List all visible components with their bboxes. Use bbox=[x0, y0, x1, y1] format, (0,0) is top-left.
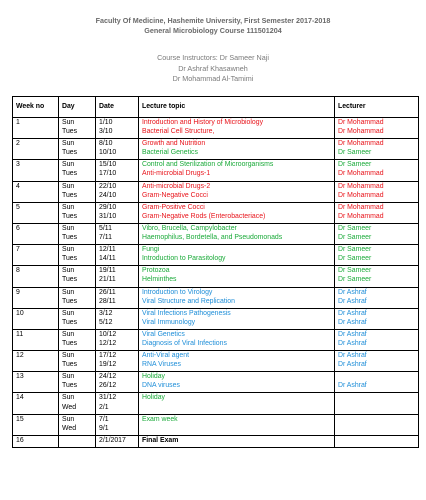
lecture-topic: Introduction to Virology bbox=[142, 288, 213, 296]
day-value: Sun bbox=[62, 119, 75, 126]
day-cell bbox=[59, 202, 96, 223]
topic-cell bbox=[139, 266, 335, 287]
course-instructors bbox=[0, 53, 426, 85]
week-cell bbox=[13, 393, 59, 414]
week-cell bbox=[13, 202, 59, 223]
lecturer-name: Dr Ashraf bbox=[338, 330, 367, 338]
lecturer-name: Dr Sameer bbox=[338, 246, 372, 254]
day-value: Sun bbox=[62, 330, 75, 338]
week-number: 12 bbox=[16, 352, 24, 360]
date-cell bbox=[96, 118, 139, 139]
date-cell bbox=[96, 245, 139, 266]
week-number: 4 bbox=[16, 182, 20, 190]
topic-cell bbox=[139, 139, 335, 160]
instructors-line-1: Course Instructors: Dr Sameer Naji bbox=[157, 53, 269, 62]
day-cell bbox=[59, 372, 96, 393]
week-cell bbox=[13, 372, 59, 393]
date-cell bbox=[96, 287, 139, 308]
day-value: Tues bbox=[62, 170, 78, 178]
week-number: 2 bbox=[16, 140, 20, 148]
lecture-topic: Gram-Negative Cocci bbox=[142, 191, 208, 199]
lecturer-cell bbox=[335, 139, 419, 160]
lecturer-cell bbox=[335, 118, 419, 139]
instructors-line-2: Dr Ashraf Khasawneh bbox=[178, 63, 248, 73]
header-line-2: General Microbiology Course 111501204 bbox=[144, 26, 282, 35]
lecturer-name bbox=[338, 403, 415, 412]
lecturer-name: Dr Sameer bbox=[338, 149, 372, 157]
lecture-topic: Growth and Nutrition bbox=[142, 140, 206, 148]
date-value: 15/10 bbox=[99, 161, 117, 169]
lecturer-name: Dr Ashraf bbox=[338, 297, 367, 305]
topic-cell bbox=[139, 329, 335, 350]
date-value: 3/10 bbox=[99, 128, 113, 136]
topic-cell bbox=[139, 435, 335, 447]
week-number: 1 bbox=[16, 119, 20, 126]
date-value: 22/10 bbox=[99, 182, 117, 190]
lecturer-cell bbox=[335, 181, 419, 202]
lecturer-name: Dr Sameer bbox=[338, 276, 372, 284]
lecturer-name: Dr Mohammad bbox=[338, 182, 384, 190]
date-value: 10/10 bbox=[99, 149, 117, 157]
lecture-topic: Holiday bbox=[142, 373, 165, 381]
week-cell bbox=[13, 245, 59, 266]
header-lecturer: Lecturer bbox=[335, 97, 419, 118]
topic-cell bbox=[139, 118, 335, 139]
lecture-topic: RNA Viruses bbox=[142, 361, 181, 369]
lecture-topic: Holiday bbox=[142, 394, 165, 402]
day-cell bbox=[59, 245, 96, 266]
day-value: Tues bbox=[62, 382, 78, 390]
day-cell bbox=[59, 351, 96, 372]
lecture-topic: Gram-Positive Cocci bbox=[142, 203, 205, 211]
lecturer-name: Dr Sameer bbox=[338, 267, 372, 275]
header-day: Day bbox=[59, 97, 96, 118]
topic-cell bbox=[139, 181, 335, 202]
day-cell bbox=[59, 223, 96, 244]
table-row bbox=[13, 435, 419, 447]
topic-cell bbox=[139, 351, 335, 372]
topic-cell bbox=[139, 393, 335, 414]
lecturer-name: Dr Ashraf bbox=[338, 339, 367, 347]
lecturer-name: Dr Mohammad bbox=[338, 203, 384, 211]
lecture-topic: Protozoa bbox=[142, 267, 170, 275]
lecture-topic bbox=[142, 424, 331, 433]
day-cell bbox=[59, 329, 96, 350]
lecturer-name: Dr Ashraf bbox=[338, 288, 367, 296]
header-week: Week no bbox=[13, 97, 59, 118]
lecturer-cell bbox=[335, 202, 419, 223]
table-row bbox=[13, 287, 419, 308]
table-row bbox=[13, 329, 419, 350]
lecture-topic: Viral Infections Pathogenesis bbox=[142, 309, 231, 317]
date-cell bbox=[96, 372, 139, 393]
week-number: 11 bbox=[16, 330, 24, 338]
lecture-topic: Vibro, Brucella, Campylobacter bbox=[142, 224, 237, 232]
lecture-topic: DNA viruses bbox=[142, 382, 180, 390]
week-cell bbox=[13, 160, 59, 181]
day-value: Sun bbox=[62, 246, 75, 254]
lecture-topic: Bacterial Cell Structure, bbox=[142, 128, 215, 136]
date-cell bbox=[96, 223, 139, 244]
lecturer-cell bbox=[335, 223, 419, 244]
lecturer-cell bbox=[335, 329, 419, 350]
date-value: 24/12 bbox=[99, 373, 117, 381]
date-value: 24/10 bbox=[99, 191, 117, 199]
day-value: Sun bbox=[62, 352, 75, 360]
date-value: 14/11 bbox=[99, 255, 116, 263]
date-value: 19/11 bbox=[99, 267, 116, 275]
lecturer-name: Dr Mohammad bbox=[338, 170, 384, 178]
day-value: Tues bbox=[62, 339, 78, 347]
table-header-row bbox=[13, 97, 419, 118]
table-row bbox=[13, 351, 419, 372]
week-cell bbox=[13, 414, 59, 435]
date-cell bbox=[96, 393, 139, 414]
week-number: 8 bbox=[16, 267, 20, 275]
week-number: 9 bbox=[16, 288, 20, 296]
lecturer-name bbox=[338, 372, 415, 381]
topic-cell bbox=[139, 223, 335, 244]
lecturer-name: Dr Mohammad bbox=[338, 140, 384, 148]
topic-cell bbox=[139, 245, 335, 266]
date-value: 17/10 bbox=[99, 170, 117, 178]
lecturer-cell bbox=[335, 414, 419, 435]
date-value: 19/12 bbox=[99, 361, 117, 369]
week-number: 6 bbox=[16, 224, 20, 232]
week-cell bbox=[13, 139, 59, 160]
lecturer-name: Dr Sameer bbox=[338, 224, 372, 232]
day-value: Sun bbox=[62, 288, 75, 296]
lecturer-name: Dr Mohammad bbox=[338, 191, 384, 199]
date-value: 10/12 bbox=[99, 330, 117, 338]
day-value: Sun bbox=[62, 224, 75, 232]
week-number: 7 bbox=[16, 246, 20, 254]
lecturer-name: Dr Ashraf bbox=[338, 318, 367, 326]
date-value: 9/1 bbox=[99, 424, 109, 432]
instructors-line-3: Dr Mohammad Al-Tamimi bbox=[172, 74, 254, 83]
schedule-body bbox=[13, 118, 419, 448]
lecture-topic bbox=[142, 403, 331, 412]
lecture-topic: Gram-Negative Rods (Enterobacteriace) bbox=[142, 212, 266, 220]
day-value: Tues bbox=[62, 297, 78, 305]
lecture-topic: Introduction to Parasitology bbox=[142, 255, 226, 263]
lecturer-cell bbox=[335, 266, 419, 287]
date-value: 21/11 bbox=[99, 276, 116, 284]
date-value: 28/11 bbox=[99, 297, 116, 305]
lecturer-cell bbox=[335, 393, 419, 414]
table-row bbox=[13, 393, 419, 414]
day-value: Wed bbox=[62, 424, 77, 432]
lecturer-cell bbox=[335, 245, 419, 266]
lecture-topic: Anti-microbial Drugs-1 bbox=[142, 170, 211, 178]
topic-cell bbox=[139, 202, 335, 223]
day-value: Tues bbox=[62, 318, 78, 326]
table-row bbox=[13, 266, 419, 287]
date-value: 5/12 bbox=[99, 318, 113, 326]
date-value: 7/1 bbox=[99, 415, 109, 423]
day-value: Sun bbox=[62, 309, 75, 317]
lecturer-name: Dr Mohammad bbox=[338, 212, 384, 220]
lecture-topic: Viral Genetics bbox=[142, 330, 185, 338]
date-value: 12/11 bbox=[99, 246, 116, 254]
lecturer-name bbox=[338, 424, 415, 433]
header-date: Date bbox=[96, 97, 139, 118]
day-cell bbox=[59, 287, 96, 308]
lecturer-cell bbox=[335, 435, 419, 447]
date-cell bbox=[96, 266, 139, 287]
date-value: 5/11 bbox=[99, 224, 112, 232]
lecture-topic: Anti-Viral agent bbox=[142, 352, 189, 360]
day-value: Wed bbox=[62, 403, 77, 411]
date-cell bbox=[96, 329, 139, 350]
lecture-topic: Fungi bbox=[142, 246, 160, 254]
day-value: Sun bbox=[62, 394, 75, 402]
date-value: 3/12 bbox=[99, 309, 113, 317]
week-cell bbox=[13, 181, 59, 202]
day-cell bbox=[59, 308, 96, 329]
week-number: 16 bbox=[16, 436, 24, 444]
date-value: 1/10 bbox=[99, 119, 113, 126]
day-value: Tues bbox=[62, 234, 78, 242]
date-value: 26/11 bbox=[99, 288, 116, 296]
table-row bbox=[13, 181, 419, 202]
lecturer-name: Dr Sameer bbox=[338, 234, 372, 242]
date-cell bbox=[96, 181, 139, 202]
date-cell bbox=[96, 351, 139, 372]
lecturer-name: Dr Ashraf bbox=[338, 361, 367, 369]
lecturer-name: Dr Ashraf bbox=[338, 382, 367, 390]
table-row bbox=[13, 160, 419, 181]
day-value: Sun bbox=[62, 161, 75, 169]
week-number: 5 bbox=[16, 203, 20, 211]
header-line-1: Faculty Of Medicine, Hashemite University, First Semester 2017-2018 bbox=[95, 16, 331, 25]
table-row bbox=[13, 223, 419, 244]
table-row bbox=[13, 372, 419, 393]
day-value: Sun bbox=[62, 373, 75, 381]
week-cell bbox=[13, 118, 59, 139]
table-row bbox=[13, 308, 419, 329]
day-value: Tues bbox=[62, 149, 78, 157]
day-value: Tues bbox=[62, 191, 78, 199]
date-value: 31/10 bbox=[99, 212, 117, 220]
lecturer-cell bbox=[335, 351, 419, 372]
date-value: 7/11 bbox=[99, 234, 112, 242]
lecture-topic: Helminthes bbox=[142, 276, 177, 284]
lecture-topic: Viral Immunology bbox=[142, 318, 196, 326]
week-number: 13 bbox=[16, 373, 24, 381]
lecturer-name bbox=[338, 393, 415, 402]
day-cell bbox=[59, 181, 96, 202]
day-value: Tues bbox=[62, 255, 78, 263]
day-value bbox=[62, 436, 92, 445]
lecturer-cell bbox=[335, 160, 419, 181]
day-value: Sun bbox=[62, 415, 75, 423]
day-cell bbox=[59, 435, 96, 447]
day-value: Sun bbox=[62, 267, 75, 275]
day-value: Tues bbox=[62, 128, 78, 136]
date-value: 17/12 bbox=[99, 352, 117, 360]
date-value: 29/10 bbox=[99, 203, 117, 211]
week-cell bbox=[13, 266, 59, 287]
day-cell bbox=[59, 139, 96, 160]
lecturer-cell bbox=[335, 308, 419, 329]
date-cell bbox=[96, 414, 139, 435]
lecture-schedule-table bbox=[12, 96, 419, 448]
week-number: 14 bbox=[16, 394, 24, 402]
lecturer-name: Dr Sameer bbox=[338, 161, 372, 169]
date-value: 8/10 bbox=[99, 140, 113, 148]
document-header bbox=[0, 16, 426, 36]
lecturer-name: Dr Sameer bbox=[338, 255, 372, 263]
day-value: Sun bbox=[62, 140, 75, 148]
date-value: 31/12 bbox=[99, 394, 117, 402]
date-value: 26/12 bbox=[99, 382, 117, 390]
topic-cell bbox=[139, 372, 335, 393]
topic-cell bbox=[139, 287, 335, 308]
week-cell bbox=[13, 223, 59, 244]
lecture-topic: Control and Sterilization of Microorganisms bbox=[142, 161, 274, 169]
lecture-topic: Haemophilus, Bordetella, and Pseudomonads bbox=[142, 234, 283, 242]
week-number: 10 bbox=[16, 309, 24, 317]
table-row bbox=[13, 202, 419, 223]
lecturer-name: Dr Ashraf bbox=[338, 309, 367, 317]
table-row bbox=[13, 139, 419, 160]
date-cell bbox=[96, 160, 139, 181]
day-cell bbox=[59, 393, 96, 414]
date-cell bbox=[96, 435, 139, 447]
table-row bbox=[13, 245, 419, 266]
day-value: Tues bbox=[62, 276, 78, 284]
day-value: Tues bbox=[62, 361, 78, 369]
date-value: 12/12 bbox=[99, 339, 117, 347]
lecturer-name bbox=[338, 415, 415, 424]
topic-cell bbox=[139, 160, 335, 181]
day-value: Tues bbox=[62, 212, 78, 220]
topic-cell bbox=[139, 414, 335, 435]
lecturer-name: Dr Mohammad bbox=[338, 119, 384, 126]
lecture-topic: Diagnosis of Viral Infections bbox=[142, 339, 227, 347]
lecture-topic: Exam week bbox=[142, 415, 178, 423]
week-cell bbox=[13, 287, 59, 308]
week-cell bbox=[13, 351, 59, 372]
header-topic: Lecture topic bbox=[139, 97, 335, 118]
week-cell bbox=[13, 308, 59, 329]
date-cell bbox=[96, 139, 139, 160]
week-number: 3 bbox=[16, 161, 20, 169]
date-cell bbox=[96, 308, 139, 329]
day-cell bbox=[59, 414, 96, 435]
lecture-topic: Introduction and History of Microbiology bbox=[142, 119, 264, 126]
week-cell bbox=[13, 329, 59, 350]
lecturer-cell bbox=[335, 372, 419, 393]
lecturer-cell bbox=[335, 287, 419, 308]
table-row bbox=[13, 118, 419, 139]
lecturer-name: Dr Ashraf bbox=[338, 352, 367, 360]
lecture-topic: Viral Structure and Replication bbox=[142, 297, 235, 305]
lecture-topic: Anti-microbial Drugs-2 bbox=[142, 182, 211, 190]
date-value: 2/1/2017 bbox=[99, 436, 126, 444]
day-cell bbox=[59, 118, 96, 139]
week-cell bbox=[13, 435, 59, 447]
day-value: Sun bbox=[62, 203, 75, 211]
day-cell bbox=[59, 160, 96, 181]
date-cell bbox=[96, 202, 139, 223]
day-cell bbox=[59, 266, 96, 287]
lecturer-name: Dr Mohammad bbox=[338, 128, 384, 136]
lecture-topic: Final Exam bbox=[142, 436, 179, 444]
day-value: Sun bbox=[62, 182, 75, 190]
table-row bbox=[13, 414, 419, 435]
topic-cell bbox=[139, 308, 335, 329]
week-number: 15 bbox=[16, 415, 24, 423]
lecturer-name bbox=[338, 436, 415, 445]
date-value: 2/1 bbox=[99, 403, 109, 411]
lecture-topic: Bacterial Genetics bbox=[142, 149, 198, 157]
